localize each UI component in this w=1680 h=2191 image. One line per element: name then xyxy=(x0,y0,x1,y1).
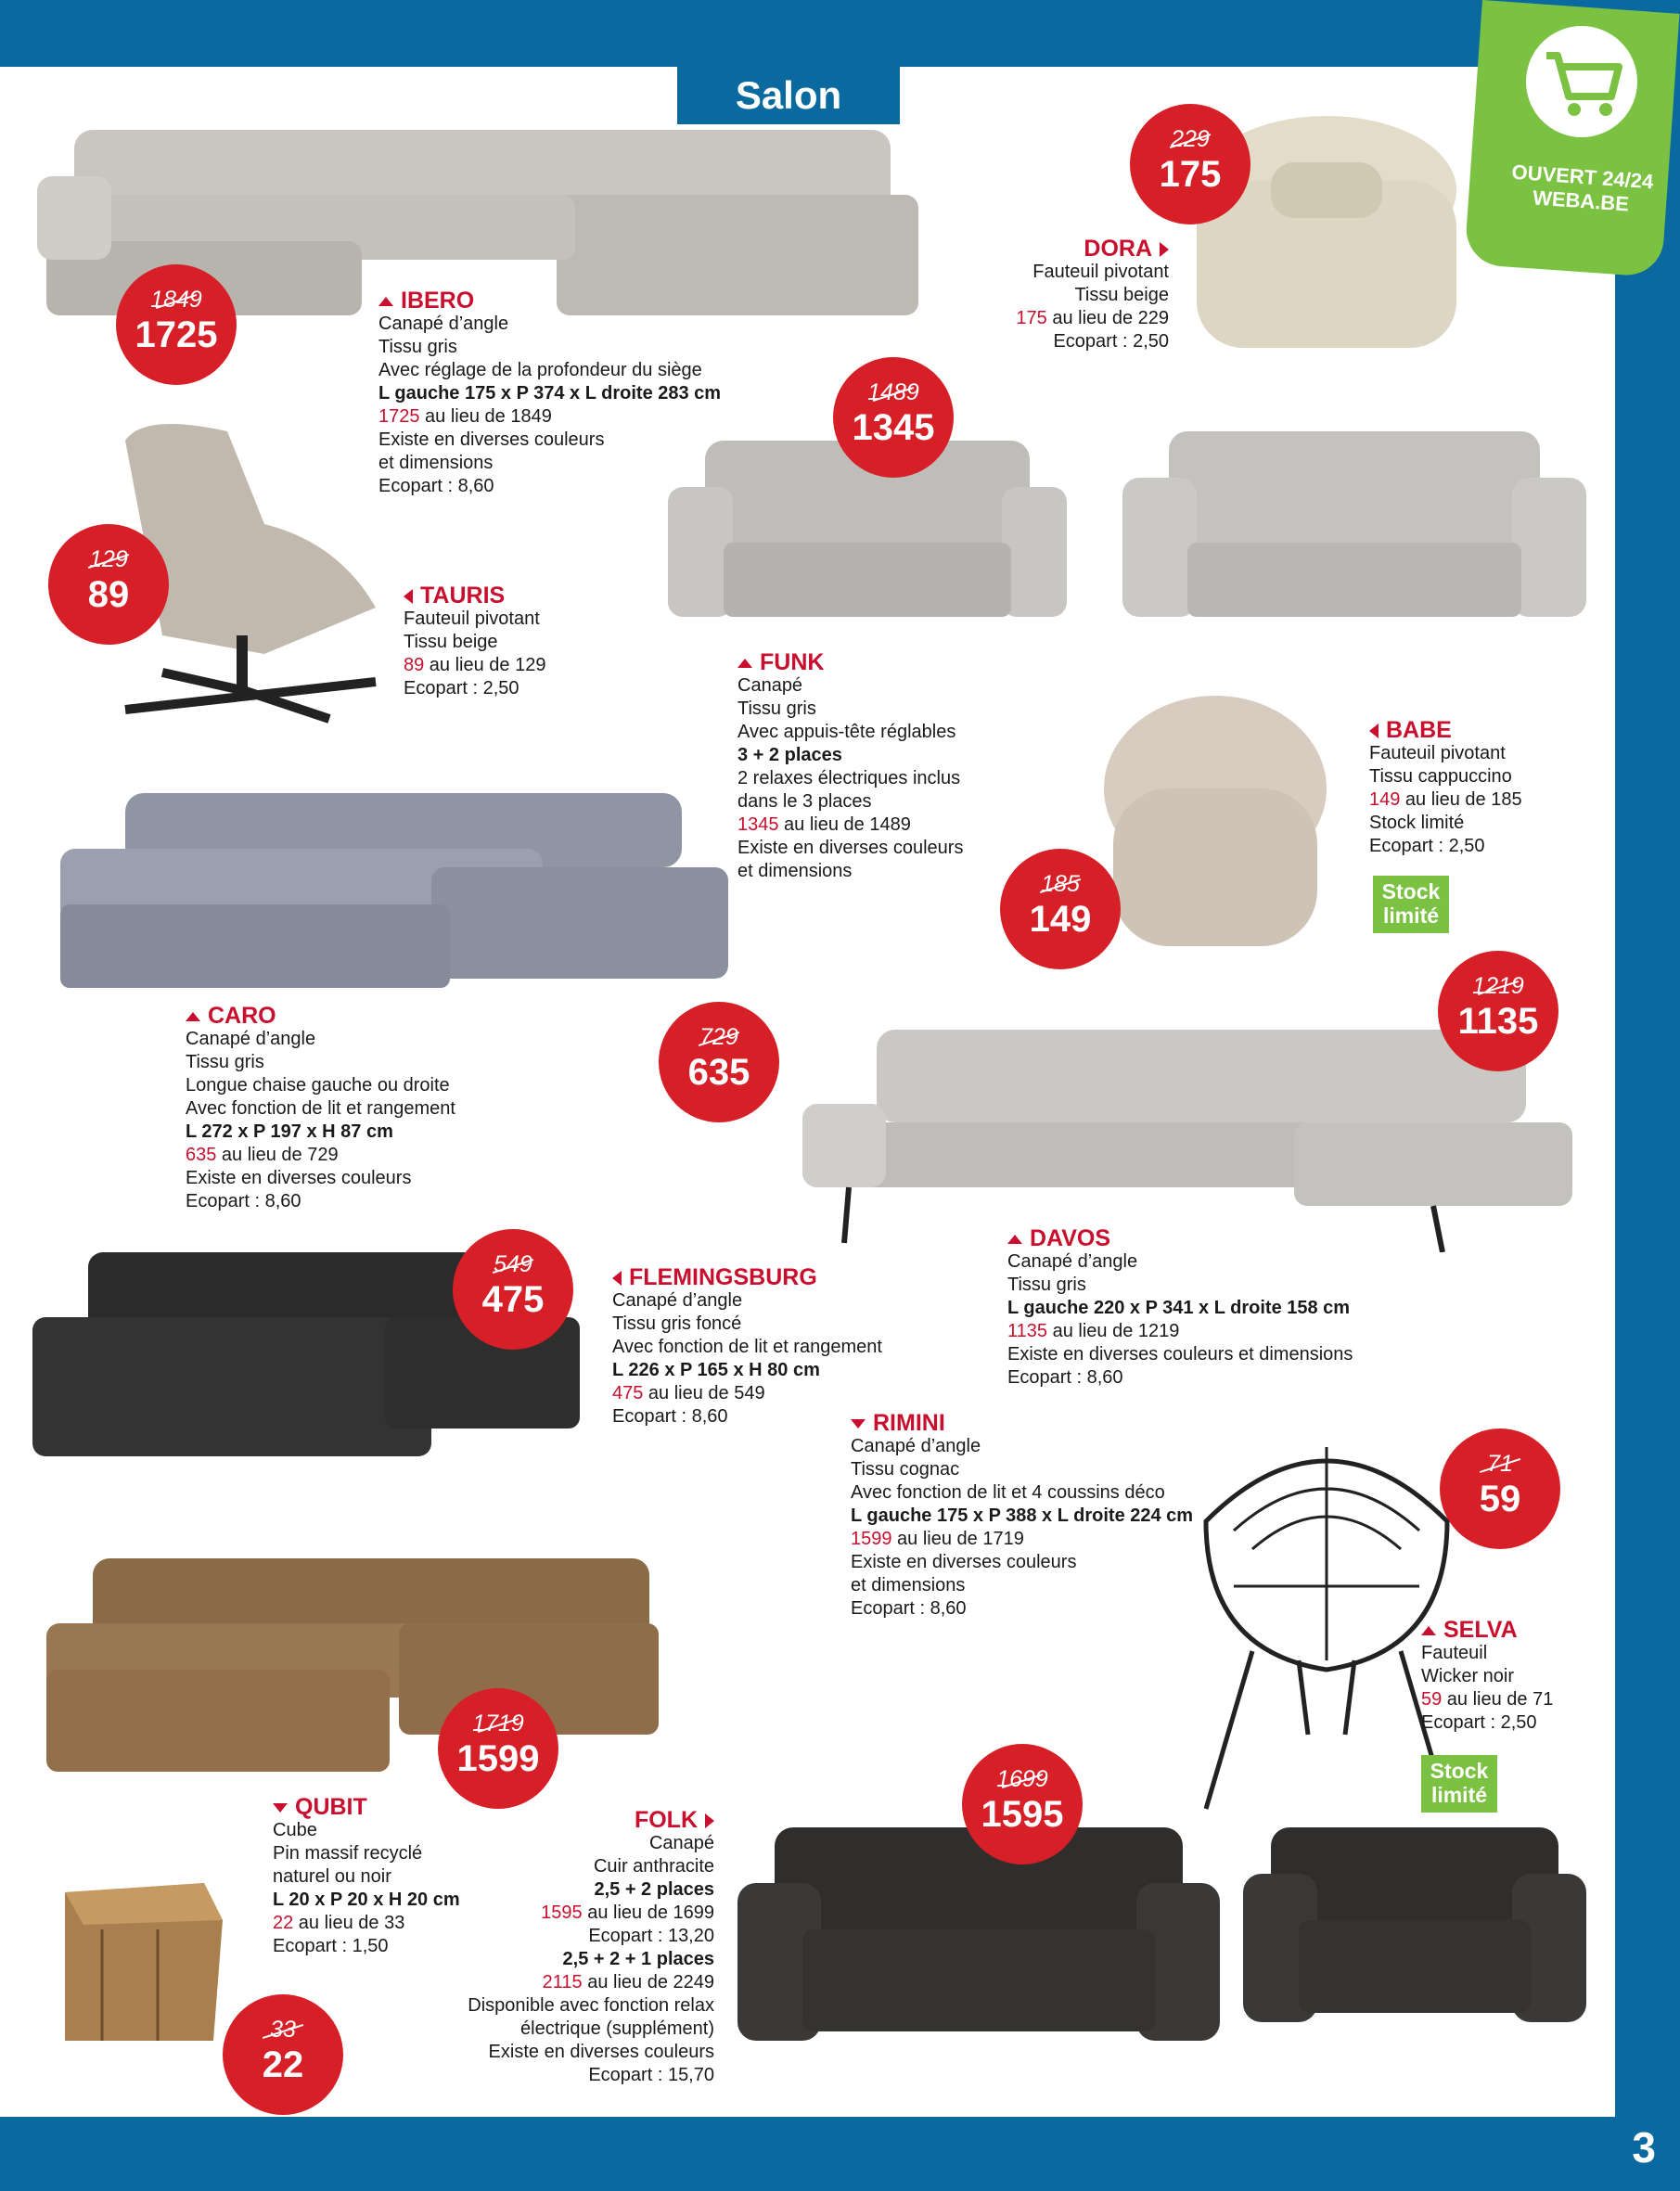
price-line: 59 au lieu de 71 xyxy=(1421,1689,1554,1710)
folk-description xyxy=(408,1809,714,2087)
line: et dimensions xyxy=(851,1575,966,1595)
line: Avec fonction de lit et 4 coussins déco xyxy=(851,1482,1165,1503)
line: Canapé xyxy=(648,1833,714,1853)
babe-stock-limited-badge: Stock limité xyxy=(1373,876,1449,933)
product-name: FUNK xyxy=(737,651,963,674)
price-line: 1725 au lieu de 1849 xyxy=(378,406,552,427)
arrow-up-icon xyxy=(378,297,393,306)
price-line: 175 au lieu de 229 xyxy=(1016,308,1169,328)
old-price: 71 xyxy=(1440,1451,1560,1478)
new-price: 59 xyxy=(1479,1479,1521,1519)
new-price: 175 xyxy=(1159,154,1222,195)
seats: 2,5 + 2 places xyxy=(594,1879,714,1900)
price-line: 22 au lieu de 33 xyxy=(273,1913,405,1933)
line: Cube xyxy=(273,1820,317,1840)
line: Existe en diverses couleurs xyxy=(737,838,964,858)
ecopart: Ecopart : 8,60 xyxy=(612,1406,728,1427)
line: Canapé d’angle xyxy=(1007,1251,1138,1272)
arrow-right-icon xyxy=(705,1813,714,1828)
babe-description xyxy=(1369,719,1522,858)
price-line: 1595 au lieu de 1699 xyxy=(541,1903,714,1923)
new-price: 22 xyxy=(262,2044,304,2085)
line: naturel ou noir xyxy=(273,1866,391,1887)
caro-price-badge xyxy=(659,1002,779,1122)
arrow-left-icon xyxy=(404,589,413,604)
line: Existe en diverses couleurs xyxy=(186,1168,412,1188)
top-frame xyxy=(0,0,1680,67)
old-price: 229 xyxy=(1130,126,1250,153)
selva-description xyxy=(1421,1619,1553,1735)
product-name: BABE xyxy=(1369,719,1522,742)
ecopart: Ecopart : 2,50 xyxy=(1369,836,1485,856)
new-price: 1595 xyxy=(981,1794,1064,1835)
badge-line-2: WEBA.BE xyxy=(1532,186,1630,216)
new-price: 475 xyxy=(481,1279,545,1320)
price-line: 635 au lieu de 729 xyxy=(186,1145,339,1165)
line: Canapé d’angle xyxy=(186,1029,316,1049)
price-line: 1599 au lieu de 1719 xyxy=(851,1529,1024,1549)
price-line: 2115 au lieu de 2249 xyxy=(542,1972,714,1992)
new-price: 149 xyxy=(1029,899,1092,940)
line: Tissu gris xyxy=(1007,1275,1086,1295)
new-price: 1345 xyxy=(852,407,935,448)
line: Fauteuil pivotant xyxy=(1369,743,1506,763)
old-price: 33 xyxy=(223,2017,343,2044)
old-price: 129 xyxy=(48,546,169,573)
seats: 2,5 + 2 + 1 places xyxy=(562,1949,714,1969)
line: Avec réglage de la profondeur du siège xyxy=(378,360,702,380)
line: et dimensions xyxy=(378,453,494,473)
new-price: 635 xyxy=(687,1052,750,1093)
price-line: 1135 au lieu de 1219 xyxy=(1007,1321,1180,1341)
folk-price-badge xyxy=(962,1744,1083,1864)
new-price: 1725 xyxy=(135,314,218,355)
dora-description xyxy=(946,237,1169,353)
ecopart: Ecopart : 2,50 xyxy=(1421,1712,1537,1733)
line: Canapé d’angle xyxy=(851,1436,981,1456)
old-price: 1719 xyxy=(438,1711,558,1737)
line: Tissu beige xyxy=(1074,285,1169,305)
line: Fauteuil xyxy=(1421,1643,1488,1663)
ecopart: Ecopart : 15,70 xyxy=(588,2065,714,2085)
shopping-cart-icon[interactable] xyxy=(1526,26,1637,137)
old-price: 549 xyxy=(453,1251,573,1278)
babe-price-badge xyxy=(1000,849,1121,969)
line: Existe en diverses couleurs xyxy=(488,2042,714,2062)
product-name: IBERO xyxy=(378,289,721,313)
new-price: 1599 xyxy=(456,1738,540,1779)
dimensions: L gauche 220 x P 341 x L droite 158 cm xyxy=(1007,1298,1351,1318)
ecopart: Ecopart : 8,60 xyxy=(186,1191,301,1211)
line: Tissu cognac xyxy=(851,1459,960,1480)
dimensions: L 20 x P 20 x H 20 cm xyxy=(273,1890,460,1910)
line: Wicker noir xyxy=(1421,1666,1515,1686)
old-price: 1219 xyxy=(1438,973,1558,1000)
line: Tissu gris xyxy=(737,698,816,719)
line: Canapé d’angle xyxy=(612,1290,743,1311)
old-price: 729 xyxy=(659,1024,779,1051)
line: Stock limité xyxy=(1369,813,1465,833)
line: Pin massif recyclé xyxy=(273,1843,423,1864)
old-price: 185 xyxy=(1000,871,1121,898)
seats: 3 + 2 places xyxy=(737,745,842,765)
line: Canapé xyxy=(737,675,803,696)
rimini-description xyxy=(851,1412,1193,1621)
product-name: CARO xyxy=(186,1005,455,1028)
rimini-price-badge xyxy=(438,1688,558,1809)
line: Avec fonction de lit et rangement xyxy=(186,1098,455,1119)
old-price: 1489 xyxy=(833,379,954,406)
funk-price-badge xyxy=(833,357,954,478)
ecopart: Ecopart : 2,50 xyxy=(1053,331,1169,352)
flemingsburg-description xyxy=(612,1266,882,1429)
right-frame xyxy=(1615,0,1680,2191)
folk-2-5-seat-sofa-image xyxy=(737,1827,1220,2050)
line: Disponible avec fonction relax xyxy=(468,1995,714,2016)
line: Longue chaise gauche ou droite xyxy=(186,1075,450,1096)
line: 2 relaxes électriques inclus xyxy=(737,768,961,788)
dimensions: L 272 x P 197 x H 87 cm xyxy=(186,1121,393,1142)
ecopart: Ecopart : 13,20 xyxy=(588,1926,714,1946)
davos-description xyxy=(1007,1227,1353,1390)
arrow-left-icon xyxy=(1369,724,1379,738)
price-line: 149 au lieu de 185 xyxy=(1369,789,1522,810)
product-name: SELVA xyxy=(1421,1619,1553,1642)
product-name: FOLK xyxy=(408,1809,714,1832)
ecopart: Ecopart : 8,60 xyxy=(851,1598,967,1619)
old-price: 1849 xyxy=(116,287,237,314)
line: Existe en diverses couleurs et dimensions xyxy=(1007,1344,1353,1365)
product-name: QUBIT xyxy=(273,1796,460,1819)
davos-price-badge xyxy=(1438,951,1558,1071)
line: Existe en diverses couleurs xyxy=(851,1552,1077,1572)
dimensions: L gauche 175 x P 388 x L droite 224 cm xyxy=(851,1506,1194,1526)
babe-armchair-image xyxy=(1095,686,1336,965)
tauris-description xyxy=(404,584,545,700)
qubit-cube-image xyxy=(46,1874,232,2050)
line: Tissu beige xyxy=(404,632,498,652)
dimensions: L gauche 175 x P 374 x L droite 283 cm xyxy=(378,383,722,404)
folk-2-seat-sofa-image xyxy=(1243,1827,1586,2031)
old-price: 1699 xyxy=(962,1766,1083,1793)
line: Cuir anthracite xyxy=(593,1856,714,1877)
price-line: 475 au lieu de 549 xyxy=(612,1383,765,1403)
arrow-up-icon xyxy=(1421,1626,1436,1635)
line: Tissu gris foncé xyxy=(612,1313,742,1334)
ecopart: Ecopart : 8,60 xyxy=(1007,1367,1123,1388)
arrow-down-icon xyxy=(851,1419,866,1429)
line: Avec fonction de lit et rangement xyxy=(612,1337,882,1357)
price-line: 89 au lieu de 129 xyxy=(404,655,546,675)
product-name: DAVOS xyxy=(1007,1227,1353,1250)
new-price: 89 xyxy=(87,574,130,615)
product-name: DORA xyxy=(946,237,1169,261)
line: Existe en diverses couleurs xyxy=(378,429,605,450)
selva-price-badge xyxy=(1440,1429,1560,1549)
price-line: 1345 au lieu de 1489 xyxy=(737,814,911,835)
qubit-price-badge xyxy=(223,1994,343,2115)
product-name: RIMINI xyxy=(851,1412,1193,1435)
line: et dimensions xyxy=(737,861,853,881)
line: Tissu gris xyxy=(186,1052,264,1072)
line: Canapé d’angle xyxy=(378,314,509,334)
line: Fauteuil pivotant xyxy=(404,609,540,629)
dimensions: L 226 x P 165 x H 80 cm xyxy=(612,1360,820,1380)
product-name: TAURIS xyxy=(404,584,545,608)
line: électrique (supplément) xyxy=(520,2018,714,2039)
tauris-price-badge xyxy=(48,524,169,645)
product-name: FLEMINGSBURG xyxy=(612,1266,882,1289)
ecopart: Ecopart : 1,50 xyxy=(273,1936,389,1956)
arrow-up-icon xyxy=(737,659,752,668)
line: dans le 3 places xyxy=(737,791,872,812)
ibero-description xyxy=(378,289,721,498)
caro-sofa-image xyxy=(60,793,737,997)
page-title: Salon xyxy=(677,67,900,124)
line: Avec appuis-tête réglables xyxy=(737,722,956,742)
flemingsburg-price-badge xyxy=(453,1229,573,1350)
new-price: 1135 xyxy=(1457,1001,1539,1042)
ibero-price-badge xyxy=(116,264,237,385)
badge-line-1: OUVERT 24/24 xyxy=(1510,160,1655,194)
ecopart: Ecopart : 8,60 xyxy=(378,476,494,496)
line: Tissu cappuccino xyxy=(1369,766,1512,787)
page-number: 3 xyxy=(1632,2123,1656,2172)
dora-price-badge xyxy=(1130,104,1250,224)
ecopart: Ecopart : 2,50 xyxy=(404,678,519,698)
line: Fauteuil pivotant xyxy=(1032,262,1169,282)
line: Tissu gris xyxy=(378,337,457,357)
selva-stock-limited-badge: Stock limité xyxy=(1421,1755,1497,1813)
arrow-down-icon xyxy=(273,1803,288,1813)
arrow-right-icon xyxy=(1160,242,1169,257)
rimini-sofa-image xyxy=(46,1540,668,1790)
funk-description xyxy=(737,651,963,883)
bottom-frame xyxy=(0,2117,1680,2191)
arrow-left-icon xyxy=(612,1271,622,1286)
funk-2-seat-sofa-image xyxy=(1113,422,1596,635)
arrow-up-icon xyxy=(186,1012,200,1021)
arrow-up-icon xyxy=(1007,1235,1022,1244)
caro-description xyxy=(186,1005,455,1213)
